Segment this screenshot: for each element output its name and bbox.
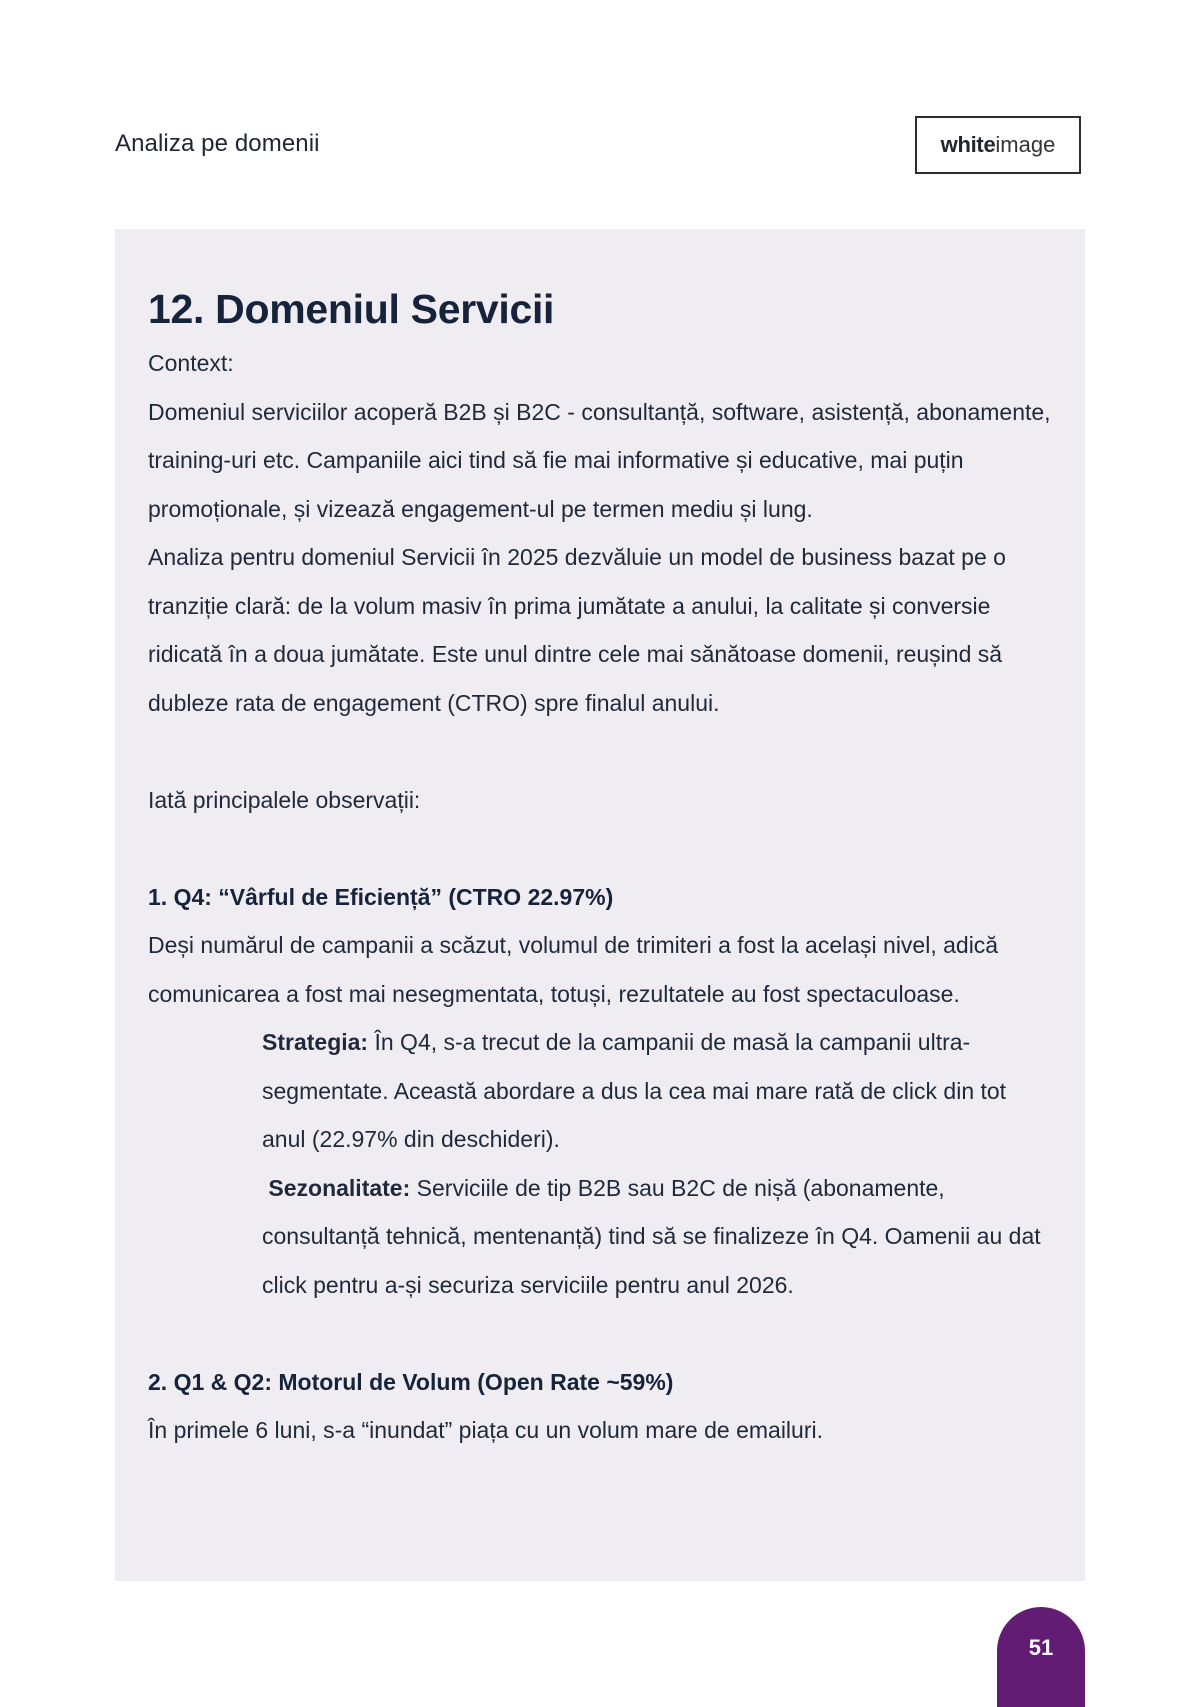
whiteimage-logo — [915, 116, 1081, 174]
observation-1-title: 1. Q4: “Vârful de Eficiență” (CTRO 22.97%) — [148, 883, 614, 910]
season-item — [148, 1164, 1051, 1310]
observation-1-text: Deși numărul de campanii a scăzut, volumul de trimiteri a fost la același nivel, adică comunicarea a fost mai nesegmentata, totuși, rezultatele au fost spectaculoase. — [148, 932, 999, 1007]
logo-light-text: image — [995, 132, 1056, 157]
observation-2-text: În primele 6 luni, s-a “inundat” piața cu un volum mare de emailuri. — [148, 1417, 823, 1443]
observation-2-title: 2. Q1 & Q2: Motorul de Volum (Open Rate ~59%) — [148, 1368, 674, 1395]
spacer — [148, 824, 1051, 873]
context-label: Context: — [148, 350, 234, 376]
context-paragraph: Domeniul serviciilor acoperă B2B și B2C - consultanță, software, asistență, abonamente, training-uri etc. Campaniile aici tind să fie mai informative și educative, mai puțin promoționale, și vizează engagement-ul pe termen mediu și lung. — [148, 398, 1051, 522]
season-text: Serviciile de tip B2B sau B2C de nișă (abonamente, consultanță tehnică, mentenanță) tind să se finalizeze în Q4. Oamenii au dat click pentru a-și securiza serviciile pentru anul 2026. — [262, 1174, 1041, 1298]
content-panel — [115, 229, 1085, 1581]
analysis-paragraph: Analiza pentru domeniul Servicii în 2025 dezvăluie un model de business bazat pe o tranziție clară: de la volum masiv în prima jumătate a anului, la calitate și conversie ridicată în a doua jumătate. Este unul dintre cele mai sănătoase domenii, reușind să dubleze rata de engagement (CTRO) spre finalul anului. — [148, 544, 1006, 716]
strategy-item — [148, 1018, 1051, 1164]
spacer — [148, 727, 1051, 776]
strategy-text: În Q4, s-a trecut de la campanii de masă la campanii ultra-segmentate. Această abordare a dus la cea mai mare rată de click din tot anul (22.97% din deschideri). — [262, 1029, 1007, 1152]
page-number-badge: 51 — [997, 1607, 1085, 1707]
spacer — [148, 1309, 1051, 1358]
logo-bold-text: white — [940, 132, 996, 157]
strategy-label: Strategia: — [262, 1029, 369, 1055]
section-heading: 12. Domeniul Servicii — [148, 286, 555, 332]
observations-intro: Iată principalele observații: — [148, 786, 421, 813]
document-header-title: Analiza pe domenii — [115, 130, 320, 157]
season-label: Sezonalitate: — [268, 1174, 411, 1201]
